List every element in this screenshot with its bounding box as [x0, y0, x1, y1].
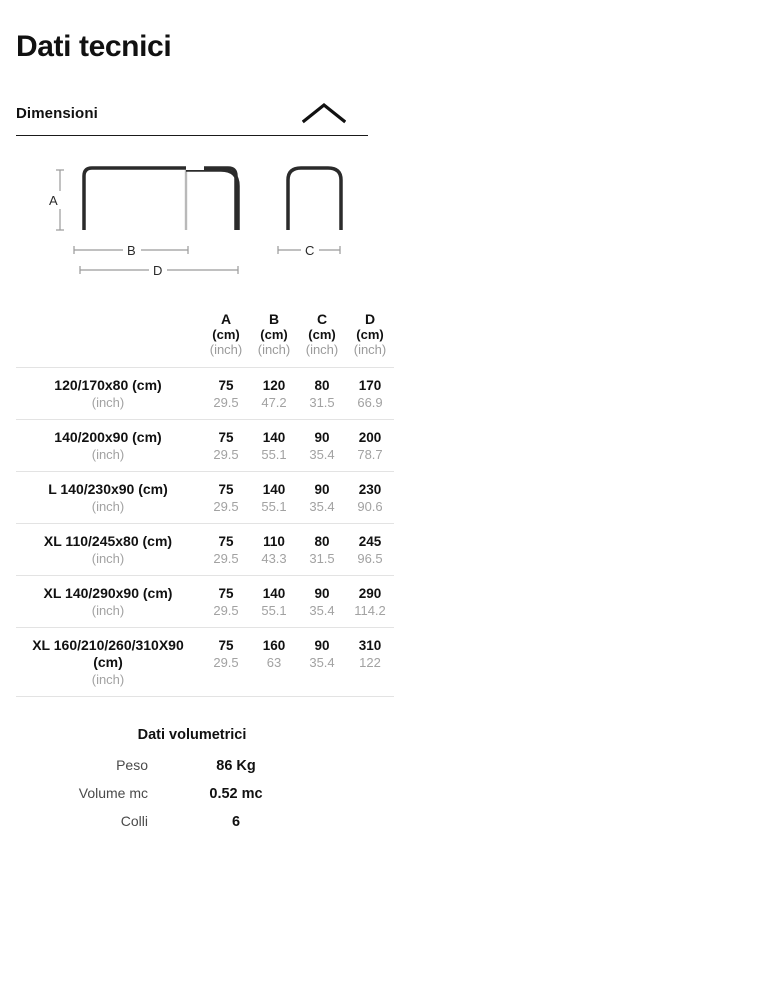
volumetric-value: 86 Kg — [216, 758, 256, 774]
product-dimension-diagram — [16, 158, 752, 298]
row-value-b: 120 47.2 — [250, 368, 298, 420]
volumetric-value: 0.52 mc — [209, 786, 263, 802]
row-value-c: 90 35.4 — [298, 628, 346, 697]
row-name: 120/170x80 (cm) (inch) — [16, 368, 202, 420]
header-cell-empty — [16, 312, 202, 368]
header-unit-inch: (inch) — [353, 342, 387, 357]
header-unit-cm: (cm) — [260, 327, 288, 342]
page-title: Dati tecnici — [16, 30, 172, 63]
row-value-c: 80 31.5 — [298, 524, 346, 576]
dimensions-table — [16, 312, 394, 697]
chevron-up-icon[interactable] — [302, 102, 346, 124]
volumetric-title: Dati volumetrici — [137, 727, 247, 743]
row-value-d: 200 78.7 — [346, 420, 394, 472]
row-value-b: 140 55.1 — [250, 420, 298, 472]
row-value-d: 230 90.6 — [346, 472, 394, 524]
row-value-c: 80 31.5 — [298, 368, 346, 420]
row-value-d: 170 66.9 — [346, 368, 394, 420]
header-letter: B — [268, 311, 280, 327]
row-name: XL 110/245x80 (cm) (inch) — [16, 524, 202, 576]
table-row — [16, 420, 394, 472]
volumetric-value: 6 — [231, 814, 241, 830]
header-unit-inch: (inch) — [209, 342, 243, 357]
row-value-d: 290 114.2 — [346, 576, 394, 628]
row-value-a: 75 29.5 — [202, 368, 250, 420]
accordion-dimensioni[interactable] — [16, 102, 368, 136]
row-value-c: 90 35.4 — [298, 576, 346, 628]
diagram-label-a: A — [49, 193, 58, 208]
header-cell-a — [202, 312, 250, 368]
header-cell-d — [346, 312, 394, 368]
table-row — [16, 628, 394, 697]
header-letter: A — [220, 311, 232, 327]
volumetric-label: Volume mc — [78, 785, 148, 801]
diagram-label-b: B — [127, 243, 136, 258]
header-unit-cm: (cm) — [308, 327, 336, 342]
header-unit-cm: (cm) — [356, 327, 384, 342]
header-unit-inch: (inch) — [305, 342, 339, 357]
volumetric-data-section — [16, 727, 368, 830]
row-value-b: 140 55.1 — [250, 472, 298, 524]
row-value-d: 310 122 — [346, 628, 394, 697]
row-value-a: 75 29.5 — [202, 576, 250, 628]
row-value-b: 140 55.1 — [250, 576, 298, 628]
diagram-label-c: C — [305, 243, 315, 258]
table-header-row — [16, 312, 394, 368]
table-row — [16, 368, 394, 420]
row-value-c: 90 35.4 — [298, 420, 346, 472]
row-name: L 140/230x90 (cm) (inch) — [16, 472, 202, 524]
table-row — [16, 524, 394, 576]
row-value-a: 75 29.5 — [202, 472, 250, 524]
volumetric-label: Peso — [116, 757, 148, 773]
header-unit-inch: (inch) — [257, 342, 291, 357]
accordion-label: Dimensioni — [16, 105, 98, 122]
volumetric-row-colli — [16, 813, 368, 830]
table-bottom-divider — [16, 696, 394, 697]
row-name: 140/200x90 (cm) (inch) — [16, 420, 202, 472]
header-letter: D — [364, 311, 376, 327]
row-value-a: 75 29.5 — [202, 524, 250, 576]
row-value-b: 160 63 — [250, 628, 298, 697]
header-cell-b — [250, 312, 298, 368]
technical-data-page — [0, 30, 768, 830]
row-value-a: 75 29.5 — [202, 420, 250, 472]
table-row — [16, 576, 394, 628]
volumetric-label: Colli — [120, 813, 148, 829]
header-letter: C — [316, 311, 328, 327]
volumetric-row-peso — [16, 757, 368, 774]
table-row — [16, 472, 394, 524]
row-value-c: 90 35.4 — [298, 472, 346, 524]
row-value-a: 75 29.5 — [202, 628, 250, 697]
row-name: XL 140/290x90 (cm) (inch) — [16, 576, 202, 628]
header-unit-cm: (cm) — [212, 327, 240, 342]
row-value-b: 110 43.3 — [250, 524, 298, 576]
row-value-d: 245 96.5 — [346, 524, 394, 576]
header-cell-c — [298, 312, 346, 368]
diagram-label-d: D — [153, 263, 163, 278]
volumetric-row-volume — [16, 785, 368, 802]
row-name: XL 160/210/260/310X90 (cm) (inch) — [16, 628, 202, 697]
